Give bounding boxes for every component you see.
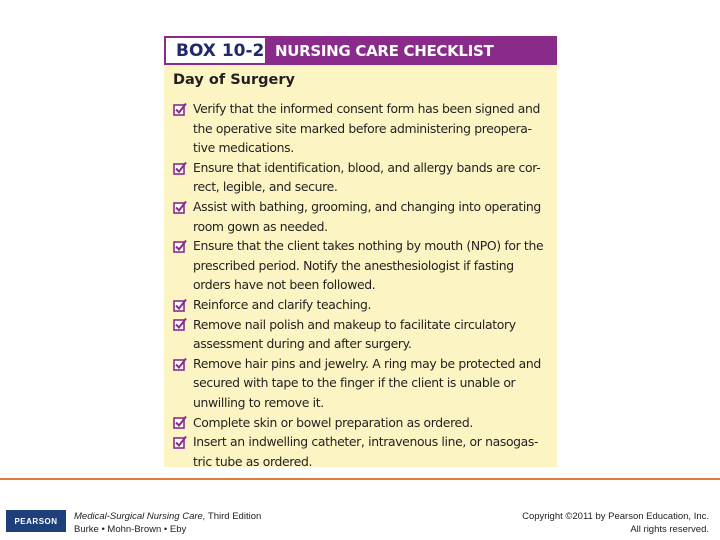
book-title: Medical-Surgical Nursing Care,: [74, 511, 206, 522]
box-header: [164, 36, 557, 65]
checkbox-checked-icon: [173, 413, 193, 433]
checklist-item-text: Ensure that the client takes nothing by mouth (NPO) for the prescribed period. Notify the anesthesiologist if fasting orders have not been followed.: [193, 238, 544, 293]
checklist-item-text: Remove nail polish and makeup to facilitate circulatory assessment during and after surgery.: [193, 316, 516, 352]
checklist-item: [173, 413, 548, 433]
checklist-item: [173, 354, 548, 413]
footer-copyright: [522, 510, 709, 536]
checklist-item-text: Insert an indwelling catheter, intravenous line, or nasogas- tric tube as ordered.: [193, 434, 539, 469]
checkbox-checked-icon: [173, 236, 193, 256]
checklist-item: [173, 295, 548, 315]
checklist-item: [173, 315, 548, 354]
checkbox-checked-icon: [173, 315, 193, 335]
checkbox-checked-icon: [173, 354, 193, 374]
footer-rule: [0, 478, 720, 480]
checklist-item: [173, 158, 548, 197]
checkbox-checked-icon: [173, 295, 193, 315]
checklist-item-text: Ensure that identification, blood, and allergy bands are cor- rect, legible, and secure.: [193, 159, 541, 195]
checklist-item-text: Reinforce and clarify teaching.: [193, 296, 372, 312]
box-title: NURSING CARE CHECKLIST: [267, 36, 557, 65]
book-edition: Third Edition: [205, 511, 262, 522]
checklist-item: [173, 236, 548, 295]
checklist-box: [164, 36, 557, 467]
copyright-text: Copyright ©2011 by Pearson Education, Inc.: [522, 511, 709, 522]
checklist-item: [173, 99, 548, 158]
checkbox-checked-icon: [173, 158, 193, 178]
checklist-item-text: Remove hair pins and jewelry. A ring may be protected and secured with tape to the finger if the client is unable or unwilling to remove it.: [193, 355, 541, 410]
checklist-item-text: Verify that the informed consent form has been signed and the operative site marked before administering preopera- tive medications.: [193, 101, 541, 156]
checkbox-checked-icon: [173, 432, 193, 452]
footer-book-info: [74, 510, 261, 536]
checklist-items: [173, 99, 548, 471]
pearson-logo: PEARSON: [6, 510, 66, 532]
box-number: BOX 10-2: [164, 36, 267, 65]
section-title: Day of Surgery: [173, 72, 295, 88]
rights-text: All rights reserved.: [630, 524, 709, 535]
checklist-item-text: Assist with bathing, grooming, and changing into operating room gown as needed.: [193, 198, 541, 234]
checklist-item-text: Complete skin or bowel preparation as ordered.: [193, 414, 473, 430]
checkbox-checked-icon: [173, 99, 193, 119]
book-authors: Burke • Mohn-Brown • Eby: [74, 524, 187, 535]
checklist-item: [173, 197, 548, 236]
checklist-item: [173, 432, 548, 471]
checkbox-checked-icon: [173, 197, 193, 217]
